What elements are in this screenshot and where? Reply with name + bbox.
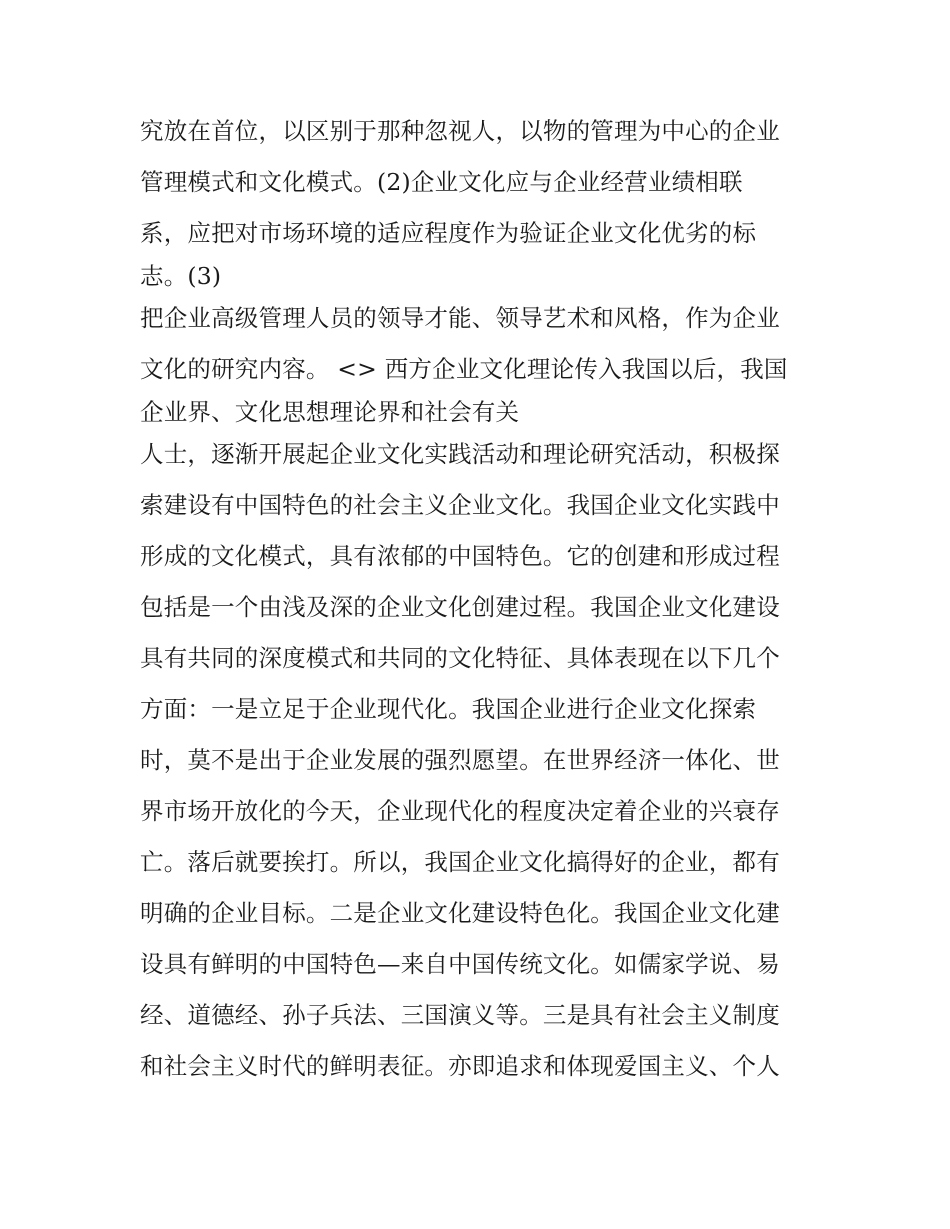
text-line: 包括是一个由浅及深的企业文化创建过程。我国企业文化建设: [140, 593, 780, 621]
text-line: 明确的企业目标。二是企业文化建设特色化。我国企业文化建: [140, 899, 780, 927]
text-line: 志。(3): [140, 262, 222, 290]
text-line: 究放在首位，以区别于那种忽视人，以物的管理为中心的企业: [140, 117, 780, 145]
text-line: 人士，逐渐开展起企业文化实践活动和理论研究活动，积极探: [140, 440, 780, 468]
text-line: 把企业高级管理人员的领导才能、领导艺术和风格，作为企业: [140, 304, 780, 332]
text-line: 系，应把对市场环境的适应程度作为验证企业文化优劣的标: [140, 219, 757, 247]
text-line: 和社会主义时代的鲜明表征。亦即追求和体现爱国主义、个人: [140, 1052, 780, 1080]
text-line: 文化的研究内容。 <> 西方企业文化理论传入我国以后，我国: [140, 355, 788, 383]
text-line: 设具有鲜明的中国特色—来自中国传统文化。如儒家学说、易: [140, 950, 780, 978]
text-line: 索建设有中国特色的社会主义企业文化。我国企业文化实践中: [140, 491, 780, 519]
text-line: 方面：一是立足于企业现代化。我国企业进行企业文化探索: [140, 695, 757, 723]
text-line: 形成的文化模式，具有浓郁的中国特色。它的创建和形成过程: [140, 542, 780, 570]
text-line: 管理模式和文化模式。(2)企业文化应与企业经营业绩相联: [140, 168, 743, 196]
text-line: 界市场开放化的今天，企业现代化的程度决定着企业的兴衰存: [140, 797, 780, 825]
text-line: 具有共同的深度模式和共同的文化特征、具体表现在以下几个: [140, 644, 780, 672]
text-line: 企业界、文化思想理论界和社会有关: [140, 398, 520, 426]
text-line: 时，莫不是出于企业发展的强烈愿望。在世界经济一体化、世: [140, 746, 780, 774]
text-line: 亡。落后就要挨打。所以，我国企业文化搞得好的企业，都有: [140, 848, 780, 876]
body-text: [140, 106, 820, 1092]
text-line: 经、道德经、孙子兵法、三国演义等。三是具有社会主义制度: [140, 1001, 780, 1029]
